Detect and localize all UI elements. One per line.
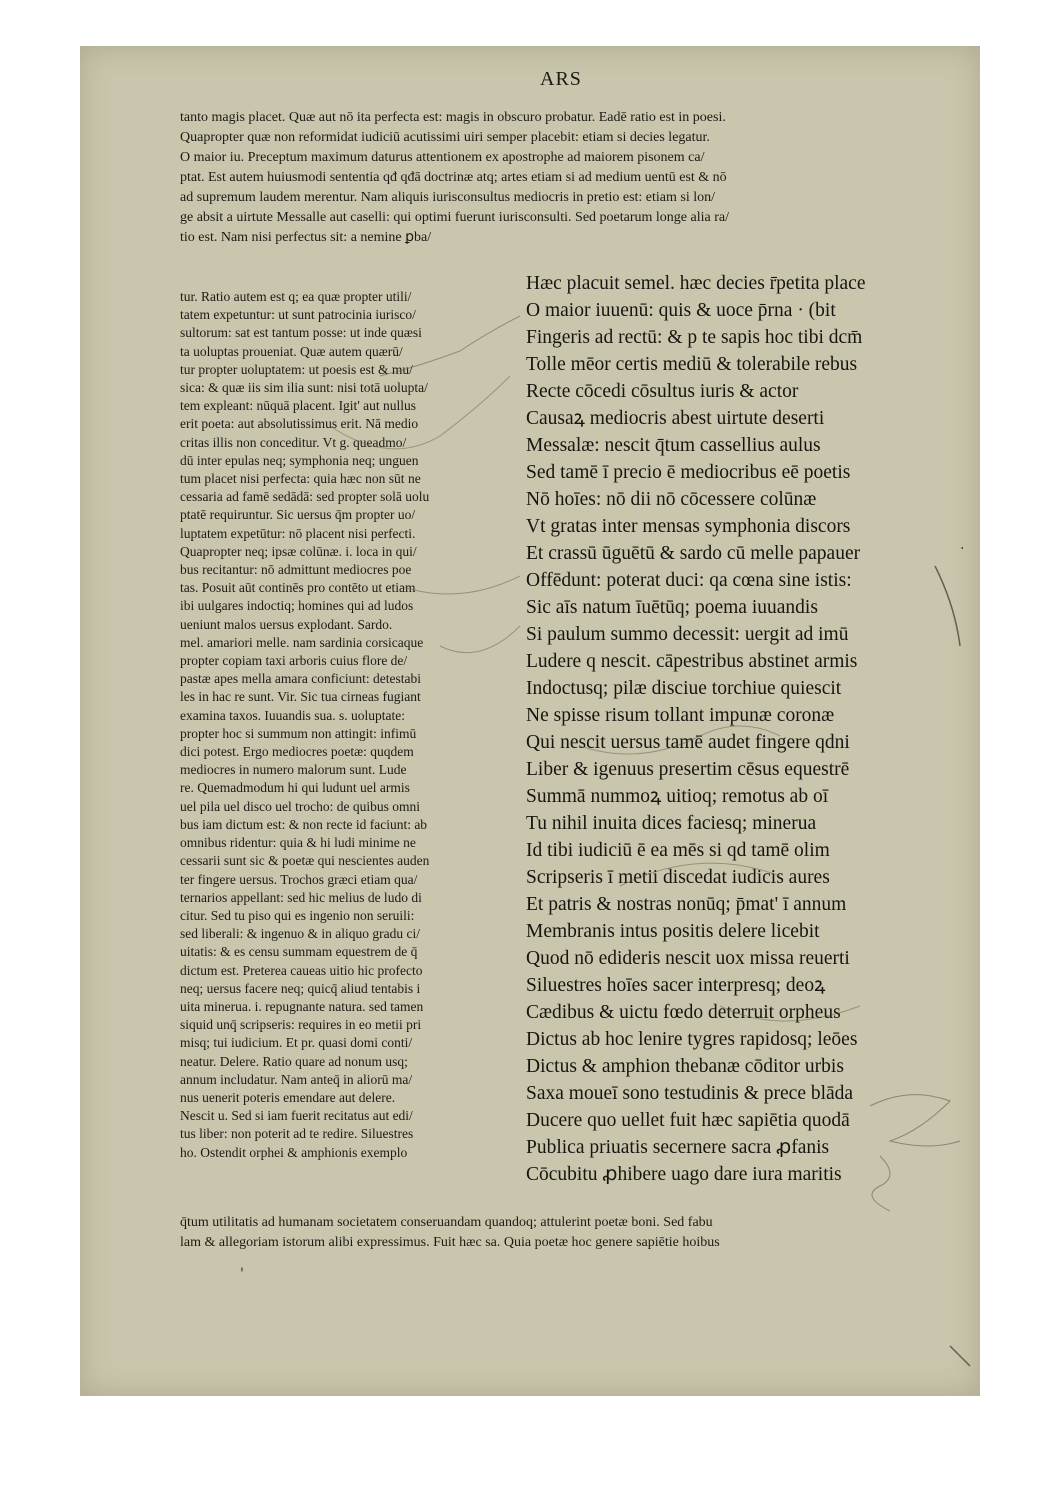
- commentary-line: ta uoluptas proueniat. Quæ autem quærū/: [180, 343, 403, 359]
- verse-line: Recte cōcedi cōsultus iuris & actor: [526, 381, 799, 402]
- verse-line: Dictus & amphion thebanæ cōditor urbis: [526, 1056, 844, 1077]
- verse-line: Quod nō edideris nescit uox missa reuerti: [526, 948, 850, 969]
- verse-line: Sed tamē ī precio ē mediocribus eē poetis: [526, 462, 851, 483]
- commentary-line: citur. Sed tu piso qui es ingenio non seruili:: [180, 907, 415, 923]
- verse-line: Sic aīs natum īuētūq; poema iuuandis: [526, 597, 818, 618]
- verse-line: Cōcubitu ꝓhibere uago dare iura maritis: [526, 1164, 842, 1185]
- verse-line: Nō hoīes: nō dii nō cōcessere colūnæ: [526, 489, 817, 510]
- commentary-top: [180, 108, 920, 248]
- commentary-line: sultorum: sat est tantum posse: ut inde quæsi: [180, 325, 422, 341]
- verse-line: Et crassū ūguētū & sardo cū melle papauer: [526, 543, 861, 564]
- commentary-line: sica: & quæ iis sim ilia sunt: nisi totā uolupta/: [180, 380, 428, 396]
- margin-tick-mark: ': [240, 1266, 244, 1282]
- commentary-line: ternarios appellant: sed hic melius de ludo di: [180, 889, 422, 905]
- commentary-line: pastæ apes mella amara conficiunt: detestabi: [180, 671, 422, 687]
- verse-line: Ludere q nescit. cāpestribus abstinet armis: [526, 651, 858, 672]
- commentary-line: neq; uersus facere neq; quicq̄ aliud tentabis i: [180, 980, 421, 996]
- commentary-line: ibi uulgares indoctiq; homines qui ad ludos: [180, 598, 414, 614]
- verse-line: Siluestres hoīes sacer interpresq; deoꝝ: [526, 975, 826, 996]
- commentary-bottom: [180, 1213, 920, 1253]
- commentary-line: ptatē requiruntur. Sic uersus q̄m propter uo/: [180, 507, 416, 523]
- verse-line: Ducere quo uellet fuit hæc sapiētia quodā: [526, 1110, 850, 1131]
- verse-line: Causaꝝ mediocris abest uirtute deserti: [526, 408, 825, 429]
- commentary-line: ptat. Est autem huiusmodi sententia qđ qđā doctrinæ atq; artes etiam si ad medium uentū est & nō: [180, 170, 727, 185]
- commentary-line: nus uenerit poteris emendare aut delere.: [180, 1089, 396, 1105]
- verse-line: Summā nummoꝝ uitioq; remotus ab oī: [526, 786, 829, 807]
- commentary-line: siquid unq̄ scripseris: requires in eo metii pri: [180, 1017, 422, 1033]
- commentary-line: uel pila uel disco uel trocho: de quibus omni: [180, 798, 420, 814]
- commentary-line: O maior iu. Preceptum maximum daturus attentionem ex apostrophe ad maiorem pisonem ca/: [180, 150, 705, 165]
- commentary-line: ho. Ostendit orphei & amphionis exemplo: [180, 1144, 408, 1160]
- verse-line: O maior iuuenū: quis & uoce p̄rna · (bit: [526, 300, 836, 321]
- verse-line: Indoctusq; pilæ disciue torchiue quiescit: [526, 678, 842, 699]
- verse-line: Publica priuatis secernere sacra ꝓfanis: [526, 1137, 830, 1158]
- verse-line: Saxa moueī sono testudinis & prece blāda: [526, 1083, 854, 1104]
- commentary-line: cessarii sunt sic & poetæ qui nescientes auden: [180, 853, 430, 869]
- book-page: [80, 46, 980, 1396]
- verse-line: Tolle mēor certis mediū & tolerabile rebus: [526, 354, 858, 375]
- verse-line: Si paulum summo decessit: uergit ad imū: [526, 624, 849, 645]
- commentary-line: annum includatur. Nam anteq̄ in aliorū ma/: [180, 1071, 413, 1087]
- verse-line: Cædibus & uictu fœdo deterruit orpheus: [526, 1002, 841, 1023]
- commentary-line: tus liber: non poterit ad te redire. Siluestres: [180, 1126, 414, 1142]
- commentary-line: propter hoc si summum non attingit: infimū: [180, 725, 417, 741]
- commentary-line: tanto magis placet. Quæ aut nō ita perfecta est: magis in obscuro probatur. Eadē ratio est in poesi.: [180, 110, 726, 125]
- verse-line: Et patris & nostras nonūq; p̄mat' ī annum: [526, 894, 847, 915]
- commentary-line: tum placet nisi perfecta: quia hæc non sūt ne: [180, 471, 421, 487]
- commentary-line: uitatis: & es censu summam equestrem de q̄: [180, 944, 418, 960]
- verse-line: Vt gratas inter mensas symphonia discors: [526, 516, 851, 537]
- commentary-line: mediocres in numero malorum sunt. Lude: [180, 762, 407, 778]
- commentary-line: propter copiam taxi arboris cuius flore de/: [180, 653, 408, 669]
- commentary-line: tatem expetuntur: ut sunt patrocinia iurisco/: [180, 307, 416, 323]
- commentary-line: tio est. Nam nisi perfectus sit: a nemine ꝑba/: [180, 230, 432, 245]
- commentary-line: ad supremum laudem merentur. Nam aliquis iurisconsultus mediocris in pretio est: etiam si lon/: [180, 190, 716, 205]
- commentary-line: mel. amariori melle. nam sardinia corsicaque: [180, 634, 424, 650]
- commentary-line: lam & allegoriam istorum alibi expressimus. Fuit hæc sa. Quia poetæ hoc genere sapiētie hoibus: [180, 1235, 720, 1250]
- commentary-line: bus iam dictum est: & non recte id faciunt: ab: [180, 816, 428, 832]
- commentary-line: examina taxos. Iuuandis sua. s. uoluptate:: [180, 707, 405, 723]
- running-head: ARS: [540, 68, 582, 90]
- commentary-line: ter fingere uersus. Trochos græci etiam qua/: [180, 871, 418, 887]
- commentary-line: Quapropter neq; ipsæ colūnæ. i. loca in qui/: [180, 543, 417, 559]
- commentary-line: omnibus ridentur: quia & hi ludi minime ne: [180, 835, 416, 851]
- commentary-line: critas illis non conceditur. Vt g. queadmo/: [180, 434, 407, 450]
- commentary-line: misq; tui iudicium. Et pr. quasi domi conti/: [180, 1035, 413, 1051]
- commentary-line: dictum est. Preterea caueas uitio hic profecto: [180, 962, 423, 978]
- commentary-line: tur propter uoluptatem: ut poesis est & mu/: [180, 361, 413, 377]
- commentary-line: uita minerua. i. repugnante natura. sed tamen: [180, 998, 424, 1014]
- verse-line: Liber & igenuus presertim cēsus equestrē: [526, 759, 850, 780]
- verse-line: Membranis intus positis delere licebit: [526, 921, 820, 942]
- verse-line: Tu nihil inuita dices faciesq; minerua: [526, 813, 817, 834]
- verse-column: [526, 270, 936, 1188]
- verse-line: Messalæ: nescit q̄tum cassellius aulus: [526, 435, 821, 456]
- commentary-line: bus recitantur: nō admittunt mediocres poe: [180, 562, 412, 578]
- verse-line: Offēdunt: poterat duci: qa cœna sine istis:: [526, 570, 852, 591]
- verse-line: Fingeris ad rectū: & p te sapis hoc tibi dcm̄: [526, 327, 863, 348]
- verse-line: Scripseris ī metii discedat iudicis aures: [526, 867, 830, 888]
- commentary-line: tem expleant: nūquā placent. Igit' aut nullus: [180, 398, 416, 414]
- commentary-line: erit poeta: aut absolutissimus erit. Nā medio: [180, 416, 419, 432]
- commentary-line: neatur. Delere. Ratio quare ad nonum usq;: [180, 1053, 408, 1069]
- commentary-line: tas. Posuit aūt continēs pro contēto ut etiam: [180, 580, 416, 596]
- verse-line: Ne spisse risum tollant impunæ coronæ: [526, 705, 835, 726]
- verse-line: Hæc placuit semel. hæc decies r̄petita place: [526, 273, 866, 294]
- commentary-line: Nescit u. Sed si iam fuerit recitatus aut edi/: [180, 1108, 413, 1124]
- commentary-line: dū inter epulas neq; symphonia neq; unguen: [180, 452, 419, 468]
- commentary-line: les in hac re sunt. Vir. Sic tua cirneas fugiant: [180, 689, 421, 705]
- commentary-line: sed liberali: & ingenuo & in aliquo gradu ci/: [180, 926, 420, 942]
- margin-dot-mark: ·: [960, 541, 965, 557]
- commentary-line: q̄tum utilitatis ad humanam societatem conseruandam quandoq; attulerint poetæ boni. Sed fabu: [180, 1215, 713, 1230]
- verse-line: Id tibi iudiciū ē ea mēs si qd tamē olim: [526, 840, 830, 861]
- commentary-line: ueniunt malos uersus explodant. Sardo.: [180, 616, 393, 632]
- verse-line: Qui nescit uersus tamē audet fingere qdni: [526, 732, 850, 753]
- verse-line: Dictus ab hoc lenire tygres rapidosq; leōes: [526, 1029, 858, 1050]
- commentary-line: luptatem expetūtur: nō placent nisi perfecti.: [180, 525, 416, 541]
- commentary-line: dici potest. Ergo mediocres poetæ: quqdem: [180, 744, 414, 760]
- commentary-line: tur. Ratio autem est q; ea quæ propter utili/: [180, 289, 412, 304]
- commentary-left-column: [180, 288, 530, 1162]
- commentary-line: re. Quemadmodum hi qui ludunt uel armis: [180, 780, 410, 796]
- commentary-line: ge absit a uirtute Messalle aut caselli: qui optimi fuerunt iurisconsulti. Sed poetarum longe alia ra/: [180, 210, 729, 225]
- commentary-line: cessaria ad famē sedādā: sed propter solā uolu: [180, 489, 430, 505]
- commentary-line: Quapropter quæ non reformidat iudiciū acutissimi uiri semper placebit: etiam si decies legatur.: [180, 130, 710, 145]
